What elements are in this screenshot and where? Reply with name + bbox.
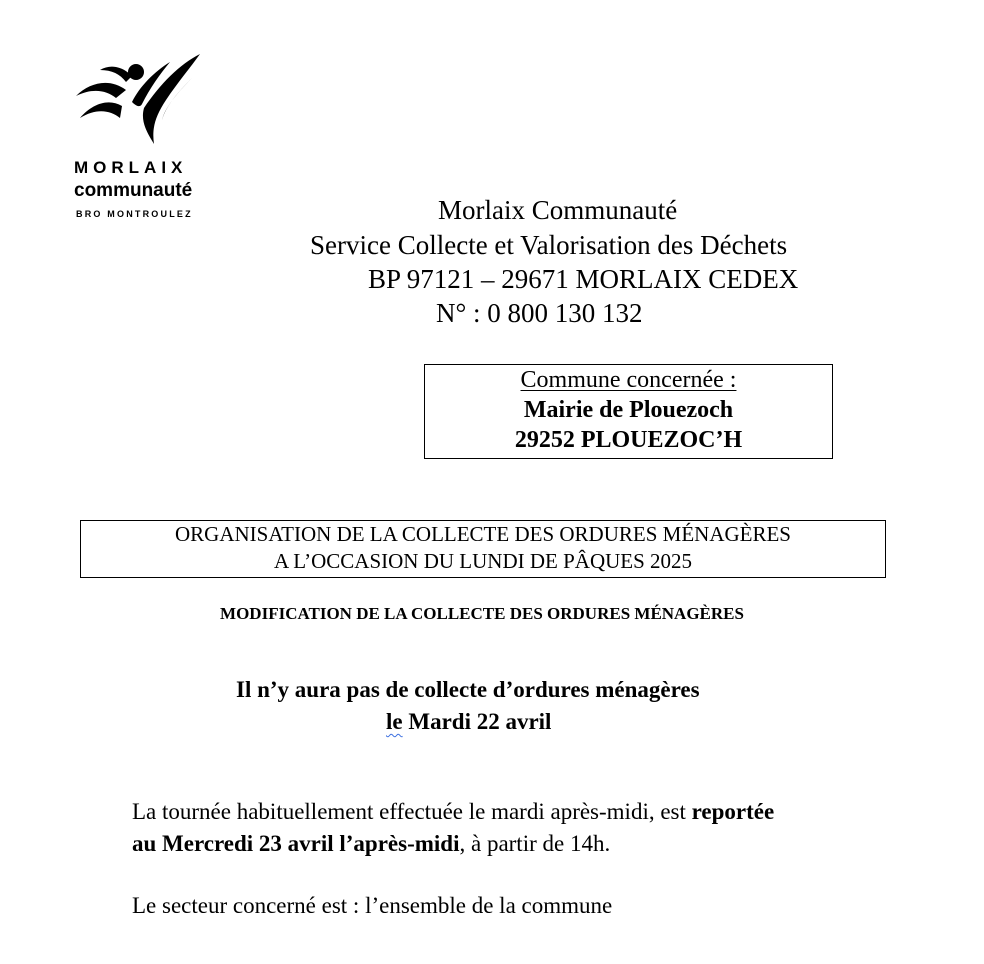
commune-name: Mairie de Plouezoch: [523, 397, 734, 423]
sender-address: BP 97121 – 29671 MORLAIX CEDEX: [368, 264, 799, 294]
commune-heading: Commune concernée :: [520, 367, 737, 393]
title-box: [80, 520, 886, 578]
logo-text-morlaix: MORLAIX: [74, 158, 188, 177]
notice-line-2: [386, 706, 551, 738]
sender-service: Service Collecte et Valorisation des Déchets: [310, 230, 788, 260]
title-line-1: ORGANISATION DE LA COLLECTE DES ORDURES MÉNAGÈRES: [174, 522, 791, 546]
commune-box: [424, 364, 833, 459]
notice-date: Mardi 22 avril: [402, 709, 552, 734]
spellcheck-word: le: [386, 709, 403, 734]
paragraph-1-bold-date: au Mercredi 23 avril l’après-midi: [132, 831, 460, 856]
paragraph-1-time: , à partir de 14h.: [459, 831, 611, 856]
paragraph-1-line-2: [132, 828, 610, 860]
sender-phone: N° : 0 800 130 132: [436, 298, 643, 328]
paragraph-2: Le secteur concerné est : l’ensemble de la commune: [132, 893, 613, 918]
sender-name: Morlaix Communauté: [438, 195, 678, 225]
logo-text-communaute: communauté: [74, 180, 193, 201]
paragraph-1-bold-reportee: reportée: [691, 799, 775, 824]
title-line-2: A L’OCCASION DU LUNDI DE PÂQUES 2025: [273, 549, 693, 573]
paragraph-1-line-1: [132, 796, 774, 828]
paragraph-1-text: La tournée habituellement effectuée le mardi après-midi, est: [132, 799, 692, 824]
morlaix-communaute-logo-mark: [70, 48, 210, 158]
logo-text-bro-montroulez: BRO MONTROULEZ: [76, 209, 193, 219]
subtitle: MODIFICATION DE LA COLLECTE DES ORDURES MÉNAGÈRES: [220, 604, 744, 623]
notice-line-1: Il n’y aura pas de collecte d’ordures ménagères: [236, 677, 700, 702]
commune-postal: 29252 PLOUEZOC’H: [514, 427, 743, 453]
